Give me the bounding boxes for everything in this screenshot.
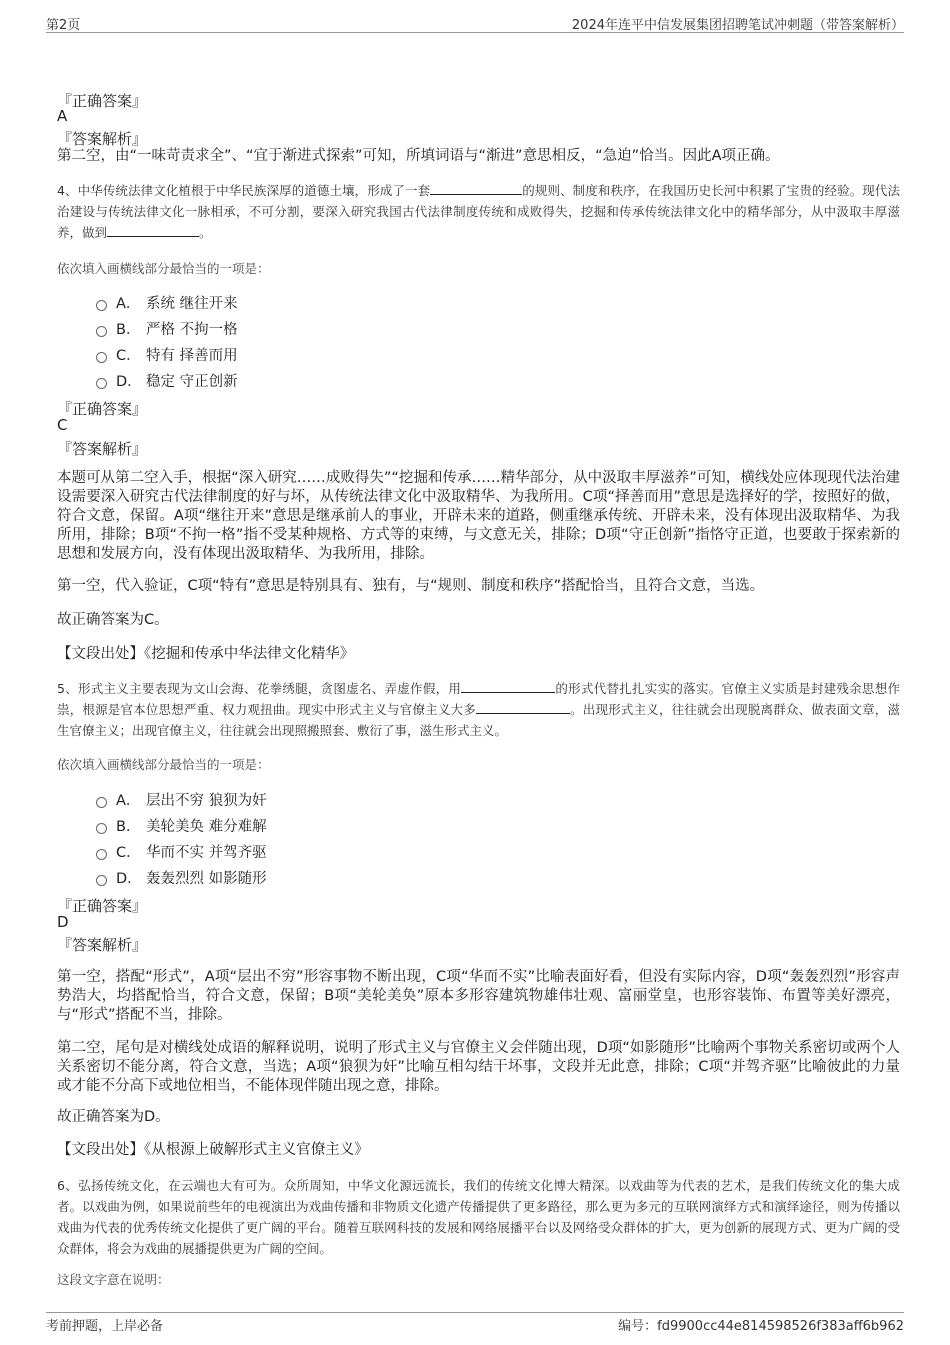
q4-option-c[interactable]	[96, 344, 238, 365]
stem-part: 。	[199, 225, 212, 240]
correct-answer-value: C	[57, 416, 68, 434]
correct-answer-label: 『正确答案』	[57, 897, 148, 915]
analysis-paragraph-2: 第一空，代入验证，C项“特有”意思是特别具有、独有，与“规则、制度和秩序”搭配恰当，且符合文意，当选。	[57, 578, 765, 594]
q5-option-d[interactable]	[96, 867, 267, 888]
page-footer	[46, 1312, 904, 1337]
option-text: 严格 不拘一格	[146, 322, 238, 338]
document-code: 编号：fd9900cc44e814598526f383aff6b962	[618, 1319, 904, 1334]
fill-blank	[430, 182, 522, 195]
radio-icon[interactable]	[96, 326, 107, 337]
correct-answer-value: D	[57, 913, 69, 931]
document-title: 2024年连平中信发展集团招聘笔试冲刺题（带答案解析）	[571, 18, 904, 33]
correct-answer-label: 『正确答案』	[57, 400, 148, 418]
q4-option-a[interactable]	[96, 292, 238, 313]
correct-answer-label: 『正确答案』	[57, 92, 148, 110]
radio-icon[interactable]	[96, 797, 107, 808]
question-6-stem: 6、弘扬传统文化，在云端也大有可为。众所周知，中华文化源远流长，我们的传统文化博大精深。以戏曲等为代表的艺术，是我们传统文化的集大成者。以戏曲为例，如果说前些年的电视演出为戏曲传播和非物质文化遗产传播提供了更多路径，那么更为多元的互联网演绎方式和演绎途径，则为传播以戏曲为代表的优秀传统文化提供了更广阔的平台。随着互联网科技的发展和网络展播平台以及网络受众群体的扩大，更为创新的展现方式、更为广阔的受众群体，将会为戏曲的展播提供更为广阔的空间。	[57, 1178, 900, 1256]
q5-option-c[interactable]	[96, 841, 267, 862]
stem-part: 的规则、制度和秩序，在我国历史长河中积累了宝贵的经验。现代法治建设与传统法律文化一脉相承，不可分割，要深入研究我国古代法律制度传统和成败得失，挖掘和传承传统法律文化中的精华部分，从中汲取丰厚滋养，做到	[57, 183, 900, 240]
q5-option-a[interactable]	[96, 789, 267, 810]
q4-option-b[interactable]	[96, 318, 238, 339]
radio-icon[interactable]	[96, 300, 107, 311]
fill-blank	[476, 701, 570, 714]
page-header	[46, 10, 904, 33]
analysis-label: 『答案解析』	[57, 440, 148, 458]
radio-icon[interactable]	[96, 352, 107, 363]
option-key: A．	[116, 296, 141, 312]
question-prompt: 依次填入画横线部分最恰当的一项是：	[57, 261, 270, 276]
q5-option-b[interactable]	[96, 815, 267, 836]
option-key: B．	[116, 819, 141, 835]
option-key: B．	[116, 322, 141, 338]
question-prompt: 这段文字意在说明：	[57, 1272, 170, 1287]
analysis-paragraph-3: 故正确答案为D。	[57, 1109, 170, 1125]
fill-blank	[461, 680, 555, 693]
footer-slogan: 考前押题，上岸必备	[46, 1319, 164, 1334]
question-prompt: 依次填入画横线部分最恰当的一项是：	[57, 757, 270, 772]
option-key: C．	[116, 845, 141, 861]
analysis-label: 『答案解析』	[57, 936, 148, 954]
analysis-paragraph-1: 本题可从第二空入手，根据“深入研究……成败得失”“挖掘和传承……精华部分，从中汲取丰厚滋养”可知，横线处应体现现代法治建设需要深入研究古代法律制度的好与坏，从传统法律文化中汲取精华、为我所用。C项“择善而用”意思是选择好的学，按照好的做，符合文意，保留。A项“继往开来”意思是继承前人的事业，开辟未来的道路，侧重继承传统、开辟未来，没有体现出汲取精华、为我所用，排除；B项“不拘一格”指不受某种规格、方式等的束缚，与文意无关，排除；D项“守正创新”指恪守正道，也要敢于探索新的思想和发展方向，没有体现出汲取精华、为我所用，排除。	[57, 470, 900, 562]
question-5-stem	[57, 678, 900, 741]
analysis-paragraph-1: 第一空，搭配“形式”，A项“层出不穷”形容事物不断出现，C项“华而不实”比喻表面好看，但没有实际内容，D项“轰轰烈烈”形容声势浩大，均搭配恰当，符合文意，保留；B项“美轮美奂”原本多形容建筑物雄伟壮观、富丽堂皇，也形容装饰、布置等美好漂亮，与“形式”搭配不当，排除。	[57, 969, 900, 1023]
source-citation: 【文段出处】《挖掘和传承中华法律文化精华》	[57, 646, 355, 662]
option-key: A．	[116, 793, 141, 809]
option-text: 美轮美奂 难分难解	[146, 819, 267, 835]
radio-icon[interactable]	[96, 378, 107, 389]
option-text: 层出不穷 狼狈为奸	[146, 793, 267, 809]
option-text: 华而不实 并驾齐驱	[146, 845, 267, 861]
page-number: 第2页	[46, 18, 81, 33]
option-key: C．	[116, 348, 141, 364]
fill-blank	[107, 224, 199, 237]
analysis-paragraph-2: 第二空，尾句是对横线处成语的解释说明，说明了形式主义与官僚主义会伴随出现，D项“如影随形”比喻两个事物关系密切或两个人关系密切不能分离，符合文意，当选；A项“狼狈为奸”比喻互相勾结干坏事，文段并无此意，排除；C项“并驾齐驱”比喻彼此的力量或才能不分高下或地位相当，不能体现伴随出现之意，排除。	[57, 1040, 900, 1094]
option-key: D．	[116, 374, 142, 390]
radio-icon[interactable]	[96, 875, 107, 886]
source-citation: 【文段出处】《从根源上破解形式主义官僚主义》	[57, 1142, 369, 1158]
correct-answer-value: A	[57, 107, 68, 125]
q4-option-d[interactable]	[96, 370, 238, 391]
stem-part: 。出现形式主义，往往就会出现脱离群众、做表面文章，滋生官僚主义；出现官僚主义，往往就会出现照搬照套、敷衍了事，滋生形式主义。	[57, 702, 900, 738]
analysis-paragraph-3: 故正确答案为C。	[57, 612, 169, 628]
radio-icon[interactable]	[96, 849, 107, 860]
stem-part: 的形式代替扎扎实实的落实。官僚主义实质是封建残余思想作祟，根源是官本位思想严重、权力观扭曲。现实中形式主义与官僚主义大多	[57, 681, 900, 717]
stem-part: 5、形式主义主要表现为文山会海、花拳绣腿，贪图虚名、弄虚作假，用	[57, 681, 462, 696]
option-text: 系统 继往开来	[146, 296, 238, 312]
analysis-text: 第二空，由“一味苛责求全”、“宜于渐进式探索”可知，所填词语与“渐进”意思相反，“急迫”恰当。因此A项正确。	[57, 148, 780, 164]
option-text: 特有 择善而用	[146, 348, 238, 364]
option-text: 轰轰烈烈 如影随形	[146, 871, 267, 887]
analysis-label: 『答案解析』	[57, 130, 148, 148]
stem-part: 4、中华传统法律文化植根于中华民族深厚的道德土壤，形成了一套	[57, 183, 431, 198]
option-key: D．	[116, 871, 142, 887]
option-text: 稳定 守正创新	[146, 374, 238, 390]
radio-icon[interactable]	[96, 823, 107, 834]
question-4-stem	[57, 180, 900, 243]
